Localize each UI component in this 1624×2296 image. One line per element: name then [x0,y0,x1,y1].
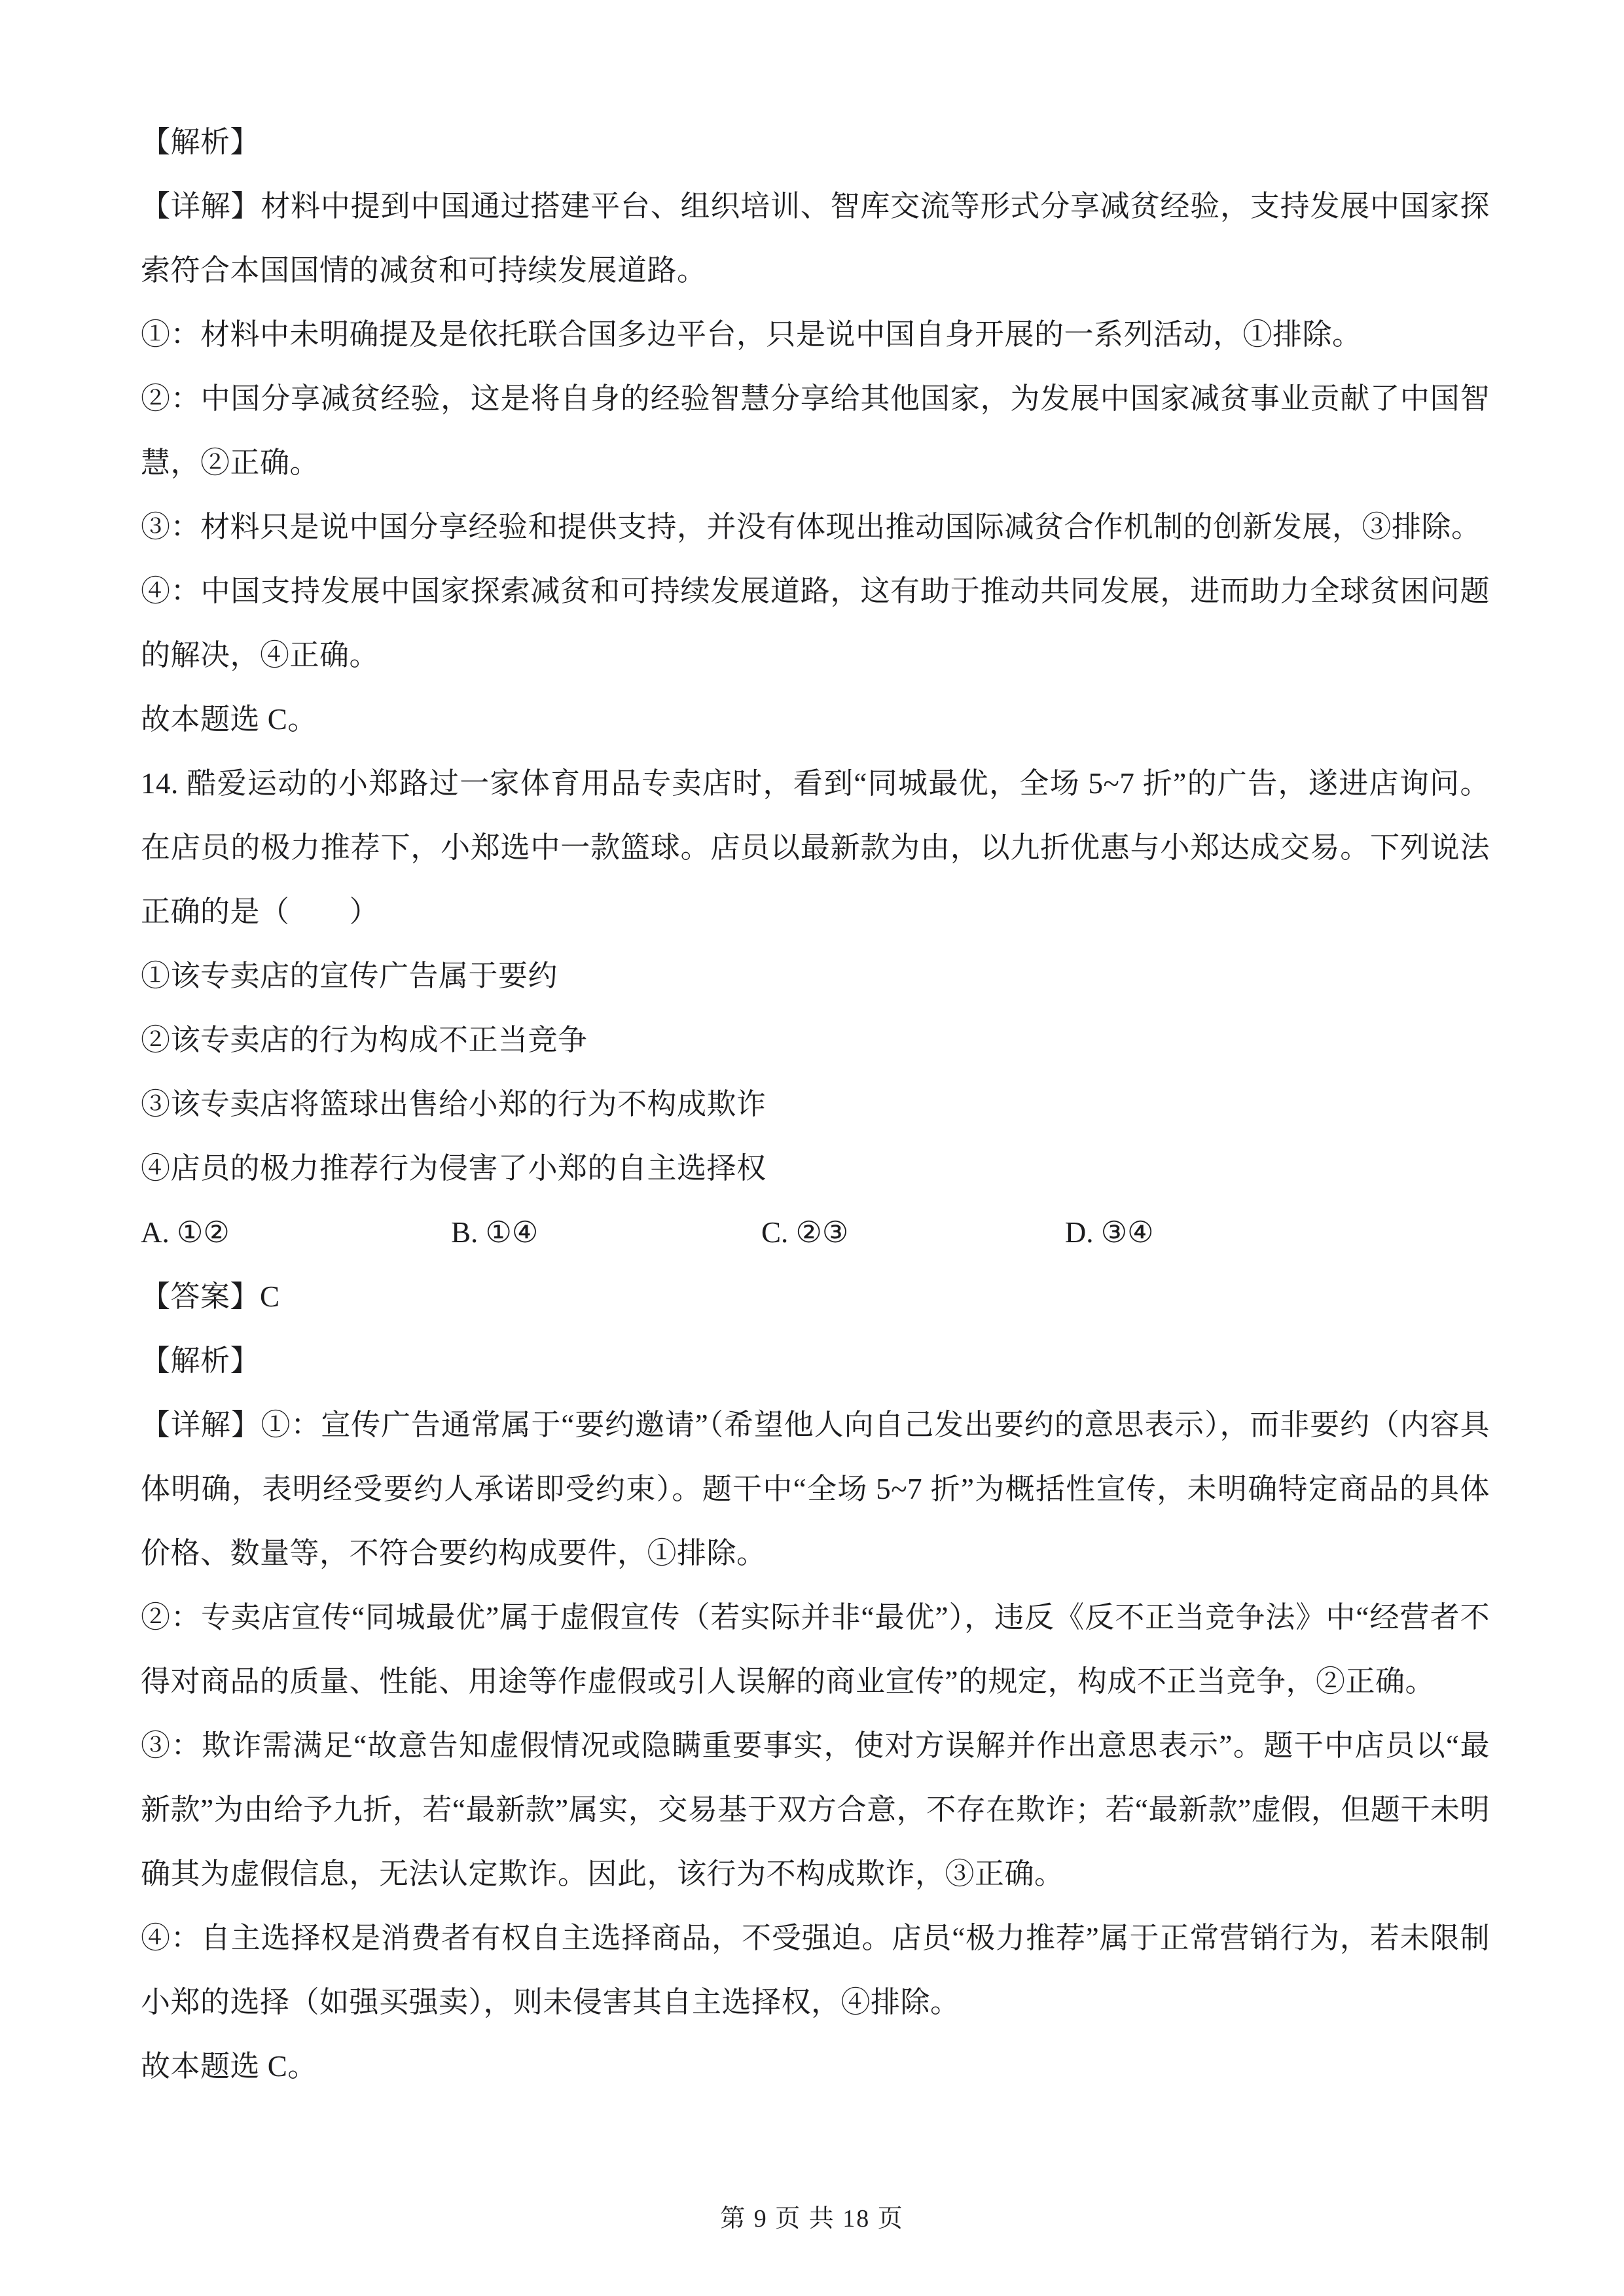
analysis-label: 【解析】 [141,126,261,158]
point-1: ①：材料中未明确提及是依托联合国多边平台，只是说中国自身开展的一系列活动，①排除。 [141,318,1362,351]
question-14: 14. 酷爱运动的小郑路过一家体育用品专卖店时，看到“同城最优，全场 5~7 折”的广告，遂进店询问。在店员的极力推荐下，小郑选中一款篮球。店员以最新款为由，以九折优惠与小郑达成交易。下列说法正确的是（ ） [141,767,1490,928]
statement-1: ①该专卖店的宣传广告属于要约 [141,960,558,992]
point-3: ③：材料只是说中国分享经验和提供支持，并没有体现出推动国际减贫合作机制的创新发展，③排除。 [141,511,1481,543]
option-A: A. ①② [141,1216,230,1249]
detail-q14-3: ③：欺诈需满足“故意告知虚假情况或隐瞒重要事实，使对方误解并作出意思表示”。题干中店员以“最新款”为由给予九折，若“最新款”属实，交易基于双方合意，不存在欺诈；若“最新款”虚假，但题干未明确其为虚假信息，无法认定欺诈。因此，该行为不构成欺诈，③正确。 [141,1729,1490,1890]
conclusion-q13: 故本题选 C。 [141,703,317,736]
option-B: B. ①④ [451,1216,539,1249]
detail-q14-1: 【详解】①：宣传广告通常属于“要约邀请”（希望他人向自己发出要约的意思表示），而非要约（内容具体明确，表明经受要约人承诺即受约束）。题干中“全场 5~7 折”为概括性宣传，未明确特定商品的具体价格、数量等，不符合要约构成要件，①排除。 [141,1408,1490,1570]
conclusion-q14: 故本题选 C。 [141,2050,317,2083]
detail-q13: 【详解】材料中提到中国通过搭建平台、组织培训、智库交流等形式分享减贫经验，支持发展中国家探索符合本国国情的减贫和可持续发展道路。 [141,190,1490,287]
statement-2: ②该专卖店的行为构成不正当竞争 [141,1024,588,1056]
statement-3: ③该专卖店将篮球出售给小郑的行为不构成欺诈 [141,1088,767,1121]
detail-q14-4: ④：自主选择权是消费者有权自主选择商品，不受强迫。店员“极力推荐”属于正常营销行为，若未限制小郑的选择（如强买强卖），则未侵害其自主选择权，④排除。 [141,1922,1490,2018]
option-D: D. ③④ [1064,1216,1154,1249]
document-body [141,110,1490,2098]
analysis-label-2: 【解析】 [141,1344,261,1377]
page-number-footer: 第 9 页 共 18 页 [720,2205,904,2233]
point-4: ④：中国支持发展中国家探索减贫和可持续发展道路，这有助于推动共同发展，进而助力全球贫困问题的解决，④正确。 [141,575,1490,672]
answer-options [141,1200,1490,1265]
statement-4: ④店员的极力推荐行为侵害了小郑的自主选择权 [141,1152,767,1185]
answer-label: 【答案】C [141,1280,280,1313]
point-2: ②：中国分享减贫经验，这是将自身的经验智慧分享给其他国家，为发展中国家减贫事业贡献了中国智慧，②正确。 [141,382,1490,479]
option-C: C. ②③ [761,1216,849,1249]
detail-q14-2: ②：专卖店宣传“同城最优”属于虚假宣传（若实际并非“最优”），违反《反不正当竞争法》中“经营者不得对商品的质量、性能、用途等作虚假或引人误解的商业宣传”的规定，构成不正当竞争，②正确。 [141,1601,1490,1698]
